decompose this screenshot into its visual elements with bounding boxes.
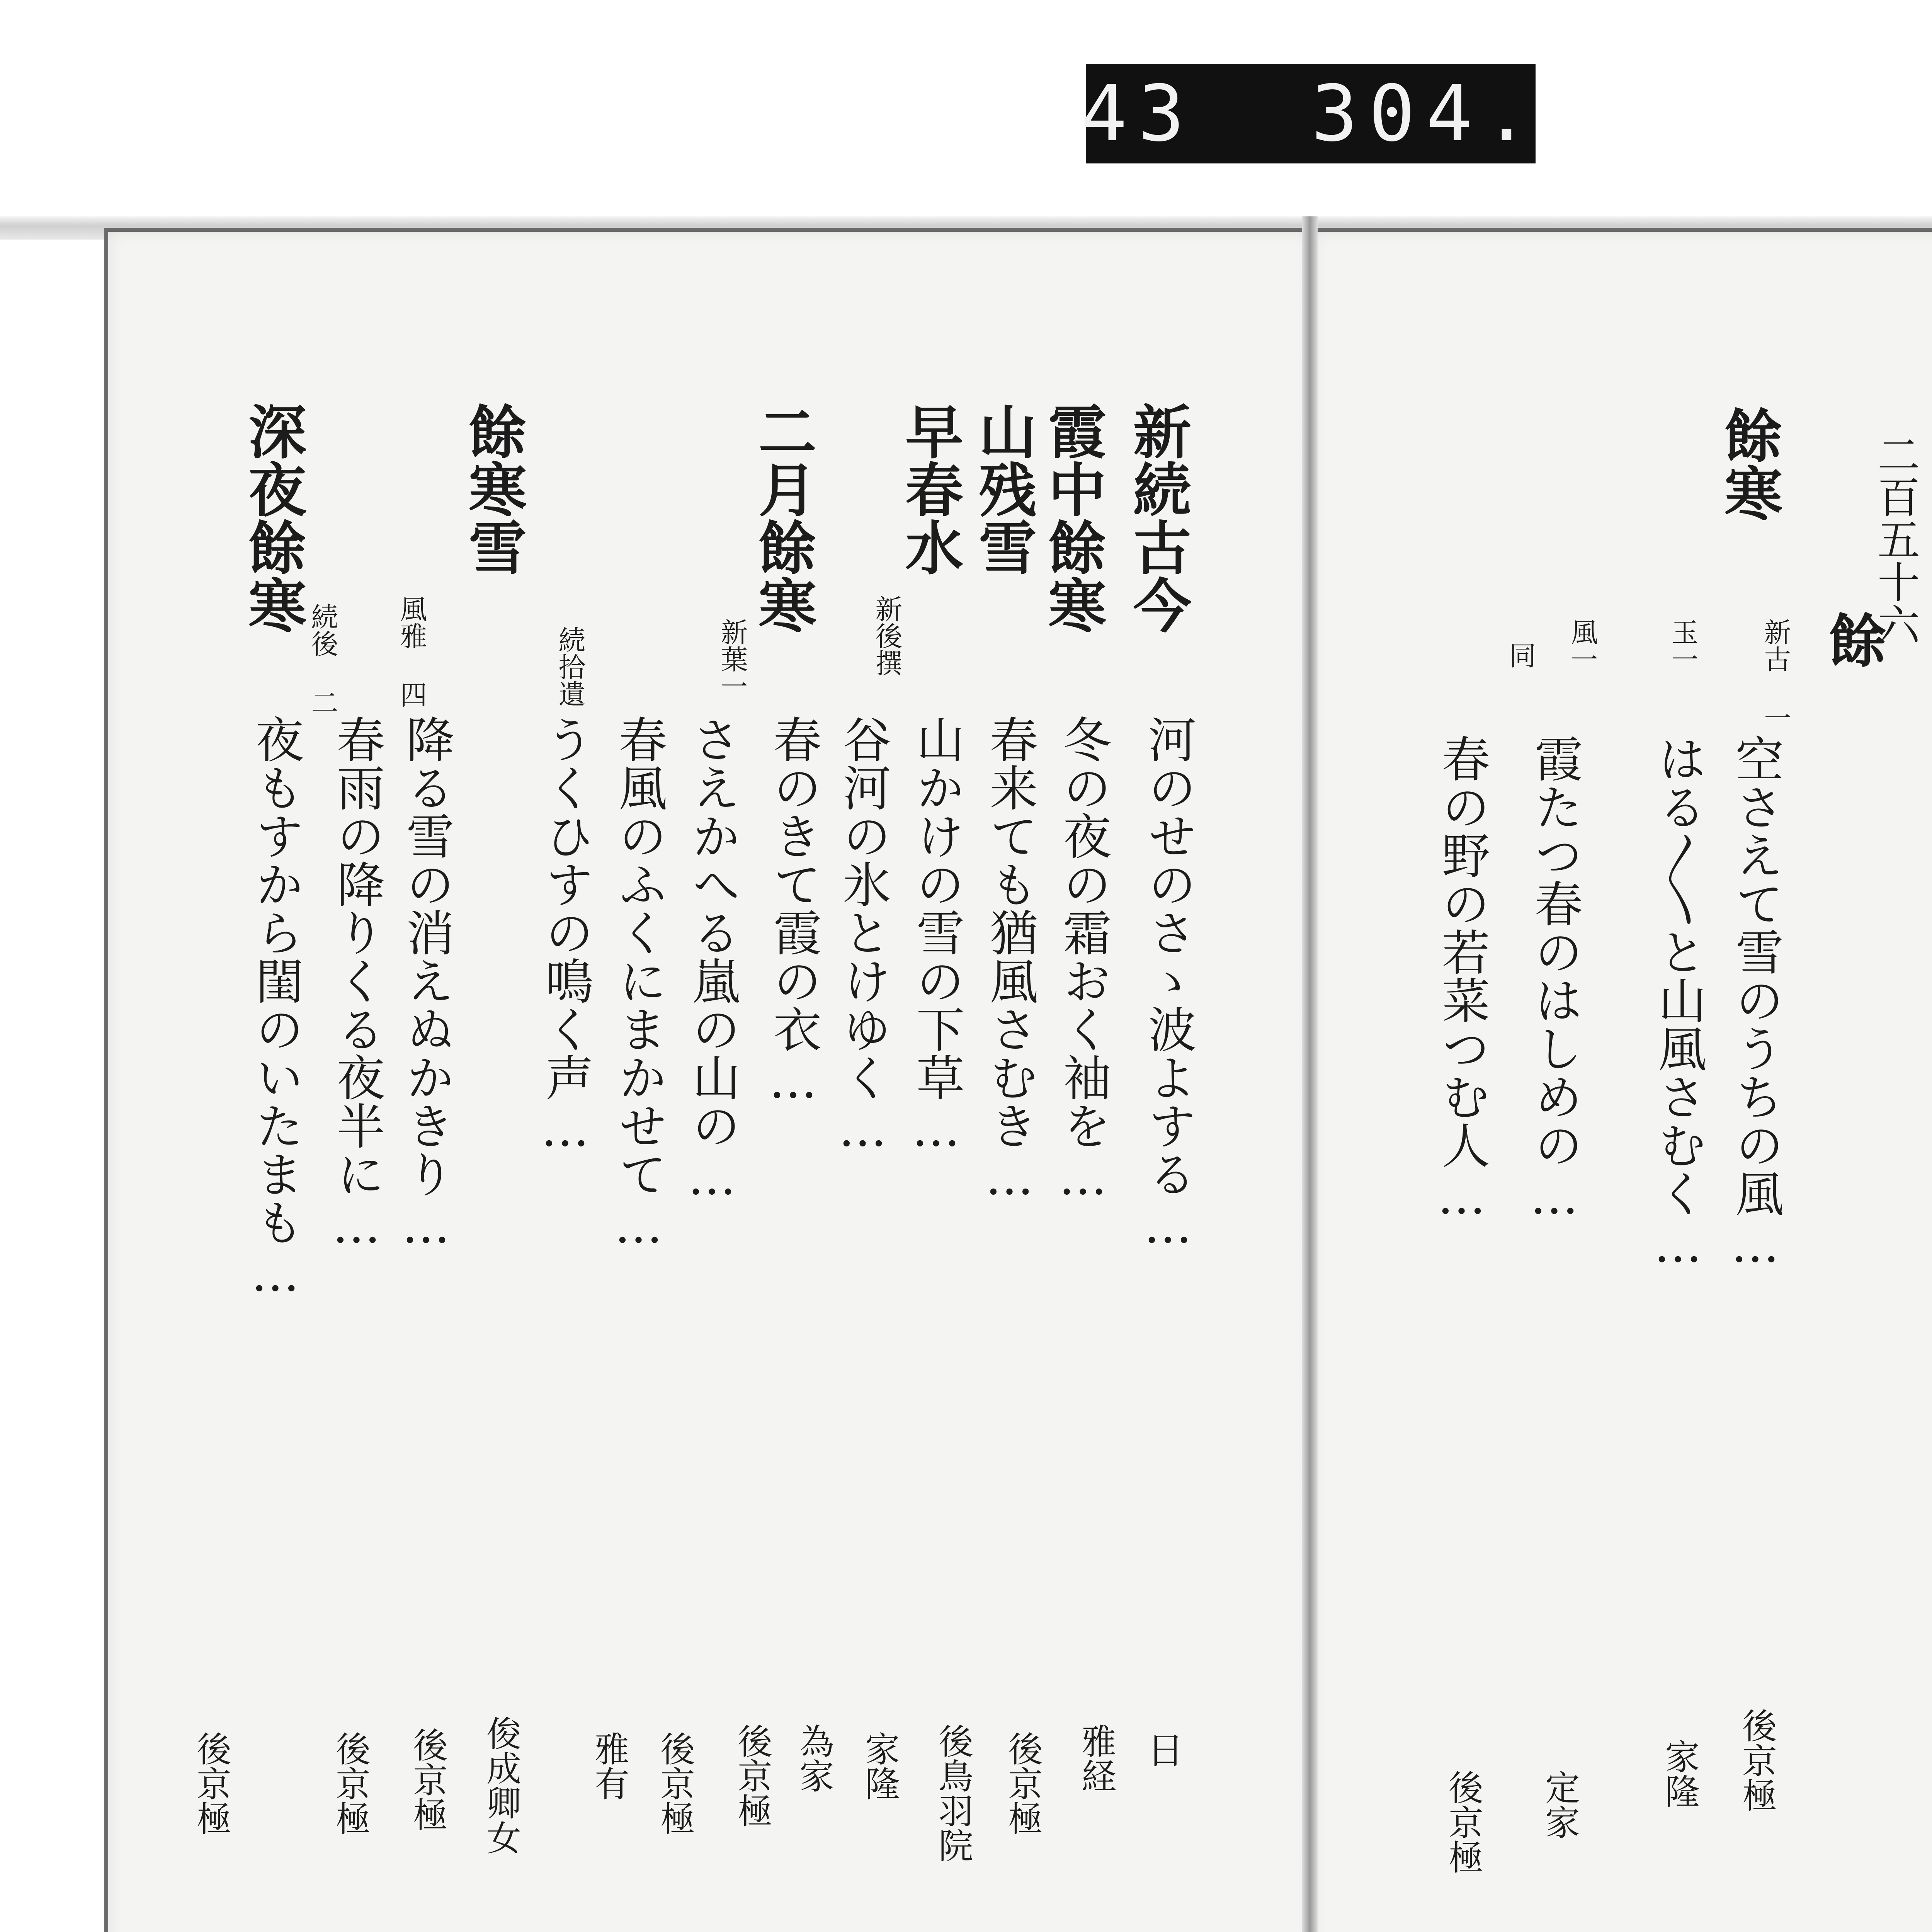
right-col-10-verse: 霞たつ春のはしめの… xyxy=(1526,734,1582,1225)
left-col-9-author: 後京極 xyxy=(407,1727,447,1832)
left-col-0-verse: 河のせのさゝ波よする… xyxy=(1140,715,1196,1254)
left-col-4-author: 為家 xyxy=(793,1723,834,1793)
right-col-9-verse: はる〳〵と山風さむく… xyxy=(1650,734,1706,1273)
left-col-11-verse: 夜もすから閨のいたまも… xyxy=(247,715,303,1302)
left-col-5-verse: 春のきて霞の衣… xyxy=(765,715,821,1109)
right-col-10-author: 定家 xyxy=(1539,1770,1580,1839)
left-col-3-head: 山残雪 xyxy=(969,402,1037,576)
left-col-2-author: 後鳥羽院 xyxy=(932,1723,973,1862)
right-col-11-ref: 同 xyxy=(1505,641,1536,668)
left-col-9-verse: 降る雪の消えぬかきり… xyxy=(398,715,454,1254)
left-col-8-ref: 続拾遺 xyxy=(554,626,586,707)
left-col-10-author: 後京極 xyxy=(330,1731,370,1835)
left-col-7-verse: 春風のふくにまかせて… xyxy=(611,715,667,1254)
left-col-1-author: 後京極 xyxy=(1002,1731,1043,1835)
right-section-number: 二百五十六 xyxy=(1871,433,1920,645)
left-day-mark: 日 xyxy=(1141,1731,1184,1768)
left-col-4-ref: 新後撰 xyxy=(871,595,903,676)
right-col-11-author: 後京極 xyxy=(1442,1770,1483,1874)
right-page xyxy=(1310,228,1932,1932)
right-col-9-author: 家隆 xyxy=(1659,1739,1699,1808)
left-col-11-author: 後京極 xyxy=(190,1731,231,1835)
label-left-number: 43 xyxy=(1080,68,1196,159)
left-col-9-head: 餘寒雪 xyxy=(459,402,527,576)
right-col-10-ref: 風一 xyxy=(1566,618,1598,672)
right-col-8-author: 後京極 xyxy=(1736,1708,1777,1812)
right-col-9-ref: 玉一 xyxy=(1667,618,1699,672)
right-col-8-verse: 空さえて雪のうちの風… xyxy=(1727,734,1783,1273)
archive-label xyxy=(1080,64,1541,163)
left-col-6-author: 後京極 xyxy=(654,1731,695,1835)
left-col-10-ref: 風雅 四 xyxy=(396,595,427,708)
left-col-4-head: 早春水 xyxy=(895,402,963,576)
left-col-5-author: 後京極 xyxy=(731,1723,772,1828)
left-col-0-head: 新続古今 xyxy=(1123,402,1191,634)
left-col-2-verse: 春来ても猶風さむき… xyxy=(981,715,1037,1206)
left-col-6-ref: 新葉一 xyxy=(716,618,748,699)
left-col-3-verse: 山かけの雪の下草… xyxy=(908,715,964,1157)
left-col-11-head: 深夜餘寒 xyxy=(238,402,306,634)
left-col-1-verse: 冬の夜の霜おく袖を… xyxy=(1055,715,1111,1206)
left-col-10-verse: 春雨の降りくる夜半に… xyxy=(328,715,384,1254)
left-col-8-verse: うくひすの鳴く声… xyxy=(537,715,593,1157)
left-col-6-head: 二月餘寒 xyxy=(748,402,816,634)
left-col-0-author: 雅経 xyxy=(1075,1723,1116,1793)
left-col-8-author: 俊成卿女 xyxy=(480,1716,521,1855)
left-col-4-verse: 谷河の氷とけゆく… xyxy=(835,715,891,1157)
right-col-8-head: 餘寒 xyxy=(1714,406,1782,522)
right-col-8-ref: 新古 一 xyxy=(1760,618,1791,731)
label-right-number: 304. xyxy=(1311,68,1541,159)
left-col-6-verse: さえかへる嵐の山の… xyxy=(684,715,740,1206)
right-col-7-head: 餘 xyxy=(1819,611,1887,668)
left-col-2-head: 霞中餘寒 xyxy=(1038,402,1106,634)
right-col-11-verse: 春の野の若菜つむ人… xyxy=(1434,734,1490,1225)
left-col-7-author: 雅有 xyxy=(588,1731,629,1801)
book-gutter xyxy=(1302,216,1318,1932)
left-col-3-author: 家隆 xyxy=(859,1731,900,1801)
left-col-11-ref: 続後 二 xyxy=(307,603,338,716)
